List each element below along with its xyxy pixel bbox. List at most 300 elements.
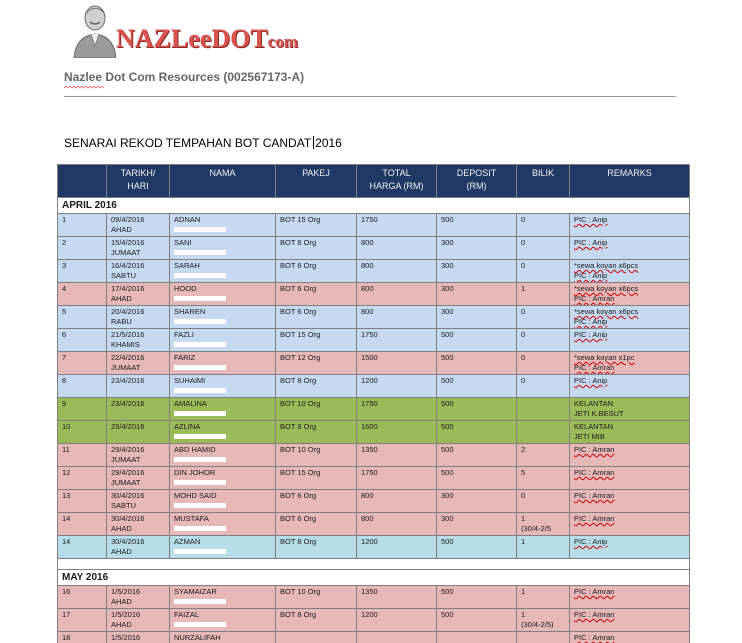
name-value: SHAREN [174,307,206,316]
date-value: 16/4/2016 [111,261,145,270]
brand-wordmark [116,24,298,54]
section-gap [58,559,690,570]
cell-name [170,329,276,352]
cell-remarks [570,536,690,559]
brand-main: NAZLeeDOT [116,24,268,53]
cell-pakej: BOT 6 Org [276,237,357,260]
cell-total: 1200 [357,375,437,398]
remark-line [574,307,685,317]
cell-no: 5 [58,306,107,329]
section-gap-cell [58,559,690,570]
redacted-phone [174,296,226,301]
bilik-value: 0 [521,238,526,247]
table-row [58,513,690,536]
cell-total: 1200 [357,609,437,632]
cell-total: 800 [357,490,437,513]
cell-no: 17 [58,609,107,632]
cell-name [170,444,276,467]
cell-pakej: BOT 8 Org [276,536,357,559]
cell-date [107,306,170,329]
cell-date [107,536,170,559]
date-value: 23/4/2016 [111,399,145,408]
cell-no: 1 [58,214,107,237]
remark-line [574,399,685,409]
redacted-phone [174,319,226,324]
cell-name [170,536,276,559]
name-value: SUHAIMI [174,376,206,385]
cell-bilik [517,421,570,444]
table-row [58,260,690,283]
cell-no: 2 [58,237,107,260]
cell-no: 6 [58,329,107,352]
name-value: AZMAN [174,537,201,546]
date-value: 23/4/2016 [111,376,145,385]
cell-bilik [517,260,570,283]
cell-total: 1600 [357,421,437,444]
cell-no: 13 [58,490,107,513]
remark-line [574,610,685,620]
cell-name [170,513,276,536]
cell-deposit: 500 [437,586,517,609]
cell-date [107,237,170,260]
cell-name [170,260,276,283]
name-value: SYAMAIZAR [174,587,217,596]
cell-remarks [570,260,690,283]
name-value: FARIZ [174,353,196,362]
brand-logo [64,2,304,60]
cell-no: 3 [58,260,107,283]
bilik-value: 1 [521,537,526,546]
name-value: NURZALIFAH [174,633,221,642]
remark-line [574,445,685,455]
table-row [58,352,690,375]
remark-line [574,537,685,547]
bilik-value: 0 [521,307,526,316]
bilik-value: 5 [521,468,526,477]
title-text: SENARAI REKOD TEMPAHAN BOT CANDAT [64,136,312,150]
redacted-phone [174,227,226,232]
remark-line [574,284,685,294]
date-value: 29/4/2016 [111,445,145,454]
cell-remarks [570,421,690,444]
cell-total: 1750 [357,398,437,421]
remark-line [574,238,685,248]
day-value: JUMAAT [111,478,141,487]
bilik-value: 1 [521,610,526,619]
remark-line [574,422,685,432]
name-value: DIN JOHOR [174,468,216,477]
remark-text: PIC : Anip [574,238,608,247]
cell-date [107,375,170,398]
table-row [58,214,690,237]
cell-bilik [517,237,570,260]
cell-deposit: 500 [437,398,517,421]
cell-date [107,421,170,444]
cell-pakej [276,632,357,643]
cell-no: 4 [58,283,107,306]
remark-line [574,363,685,373]
cell-name [170,398,276,421]
remark-line [574,468,685,478]
cell-deposit: 300 [437,260,517,283]
name-value: ABD HAMID [174,445,216,454]
cell-bilik [517,536,570,559]
table-row [58,586,690,609]
redacted-phone [174,599,226,604]
cell-date [107,283,170,306]
section-header-row [58,570,690,586]
cell-deposit: 500 [437,375,517,398]
cell-name [170,421,276,444]
cell-name [170,586,276,609]
cell-date [107,513,170,536]
redacted-phone [174,622,226,627]
cell-name [170,609,276,632]
cell-total: 800 [357,306,437,329]
remark-text: PIC : Amran [574,610,615,619]
day-value: AHAD [111,524,132,533]
cell-date [107,632,170,643]
date-value: 09/4/2016 [111,215,145,224]
redacted-phone [174,480,226,485]
remark-text: PIC : Amran [574,491,615,500]
cell-bilik [517,398,570,421]
date-value: 21/5/2016 [111,330,145,339]
name-value: FAZLI [174,330,195,339]
date-value: 29/4/2016 [111,422,145,431]
cell-pakej: BOT 6 Org [276,260,357,283]
name-value: HOOD [174,284,197,293]
remark-text: *sewa koyan x6pcs [574,261,639,270]
remark-line [574,353,685,363]
section-label: APRIL 2016 [58,198,690,214]
cell-bilik [517,632,570,643]
table-row [58,609,690,632]
date-value: 30/4/2016 [111,514,145,523]
redacted-phone [174,457,226,462]
cell-date [107,329,170,352]
date-value: 1/5/2016 [111,610,141,619]
cell-deposit: 300 [437,283,517,306]
date-value: 20/4/2016 [111,307,145,316]
table-row [58,398,690,421]
cell-remarks [570,352,690,375]
remark-line [574,215,685,225]
cell-pakej: BOT 10 Org [276,398,357,421]
day-value: JUMAAT [111,248,141,257]
cell-name [170,283,276,306]
company-name: Nazlee Dot Com Resources (002567173-A) [64,70,305,84]
cell-date [107,609,170,632]
table-row [58,329,690,352]
cell-bilik [517,444,570,467]
cell-no: 18 [58,632,107,643]
remark-text: JETI MIB [574,432,605,441]
redacted-phone [174,434,226,439]
cell-date [107,586,170,609]
col-header-pakej: PAKEJ [276,165,357,198]
redacted-phone [174,273,226,278]
day-value: JUMAAT [111,455,141,464]
cell-pakej: BOT 15 Org [276,467,357,490]
cell-name [170,467,276,490]
cell-pakej: BOT 10 Org [276,586,357,609]
cell-deposit: 500 [437,444,517,467]
cell-remarks [570,329,690,352]
day-value: RABU [111,317,132,326]
cell-name [170,490,276,513]
day-value: KHAMIS [111,340,140,349]
day-value: AHAD [111,294,132,303]
cell-bilik [517,586,570,609]
day-value: SABTU [111,501,137,510]
bilik-note: (30/4-2/5) [521,620,554,629]
remark-line [574,376,685,386]
table-row [58,237,690,260]
remark-text: PIC : Amran [574,587,615,596]
cell-remarks [570,214,690,237]
remark-text: PIC : Anip [574,271,608,280]
cell-total: 1750 [357,214,437,237]
cell-deposit: 500 [437,467,517,490]
cell-total: 1350 [357,586,437,609]
date-value: 22/4/2016 [111,353,145,362]
spellcheck-squiggle [64,86,104,90]
cell-no: 10 [58,421,107,444]
cell-bilik [517,283,570,306]
cell-remarks [570,444,690,467]
cell-date [107,352,170,375]
table-row [58,467,690,490]
cell-bilik [517,467,570,490]
cell-total: 1750 [357,329,437,352]
table-row [58,421,690,444]
cell-bilik [517,352,570,375]
cell-total: 1350 [357,444,437,467]
bilik-value: 1 [521,587,526,596]
cell-no: 14 [58,513,107,536]
cell-date [107,490,170,513]
cell-bilik [517,490,570,513]
col-header-bilik: BILIK [517,165,570,198]
cell-bilik [517,306,570,329]
cell-bilik [517,609,570,632]
cell-date [107,467,170,490]
cell-pakej: BOT 6 Org [276,283,357,306]
remark-text: PIC : Amran [574,363,615,372]
redacted-phone [174,411,226,416]
table-row [58,375,690,398]
cell-no: 12 [58,467,107,490]
remark-line [574,409,685,419]
cell-remarks [570,237,690,260]
section-label: MAY 2016 [58,570,690,586]
col-header-remarks: REMARKS [570,165,690,198]
day-value: AHAD [111,547,132,556]
cell-remarks [570,398,690,421]
cell-bilik [517,513,570,536]
date-value: 29/4/2016 [111,468,145,477]
cell-no: 9 [58,398,107,421]
day-value: AHAD [111,620,132,629]
title-year: 2016 [315,136,342,150]
cell-pakej: BOT 8 Org [276,609,357,632]
redacted-phone [174,503,226,508]
portrait-icon [72,2,116,58]
redacted-phone [174,549,226,554]
name-value: MUSTAFA [174,514,209,523]
cell-name [170,214,276,237]
table-row [58,283,690,306]
remark-text: PIC : Amran [574,445,615,454]
cell-remarks [570,306,690,329]
cell-name [170,352,276,375]
table-body [58,198,690,643]
redacted-phone [174,342,226,347]
cell-remarks [570,283,690,306]
remark-line [574,633,685,643]
remark-text: PIC : Anip [574,330,608,339]
remark-line [574,317,685,327]
table-row [58,536,690,559]
cell-deposit: 300 [437,237,517,260]
name-value: MOHD SAID [174,491,217,500]
cell-deposit: 500 [437,609,517,632]
col-header-no [58,165,107,198]
col-header-total: TOTAL HARGA (RM) [357,165,437,198]
cell-pakej: BOT 6 Org [276,306,357,329]
cell-name [170,632,276,643]
bilik-value: 0 [521,261,526,270]
brand-suffix: com [267,32,298,51]
date-value: 1/5/2016 [111,633,141,642]
bilik-value: 1 [521,284,526,293]
cell-deposit: 500 [437,421,517,444]
cell-date [107,214,170,237]
cell-no: 16 [58,586,107,609]
name-value: AZLINA [174,422,201,431]
remark-text: PIC : Anip [574,317,608,326]
cell-pakej: BOT 6 Org [276,490,357,513]
remark-text: PIC : Amran [574,514,615,523]
cell-deposit: 300 [437,490,517,513]
bilik-note: (30/4-2/5 [521,524,552,533]
date-value: 17/4/2016 [111,284,145,293]
date-value: 30/4/2016 [111,537,145,546]
cell-pakej: BOT 8 Org [276,375,357,398]
day-value: JUMAAT [111,363,141,372]
bilik-value: 0 [521,376,526,385]
redacted-phone [174,526,226,531]
text-cursor [313,136,314,149]
cell-pakej: BOT 6 Org [276,513,357,536]
cell-pakej: BOT 8 Org [276,421,357,444]
page-title [64,136,342,150]
cell-total: 800 [357,513,437,536]
cell-deposit: 500 [437,352,517,375]
cell-remarks [570,490,690,513]
cell-remarks [570,375,690,398]
bilik-value: 0 [521,330,526,339]
header-rule [64,96,676,97]
remark-text: PIC : Anip [574,376,608,385]
remark-line [574,261,685,271]
cell-bilik [517,329,570,352]
name-value: ADNAN [174,215,201,224]
cell-total: 1750 [357,467,437,490]
cell-deposit [437,632,517,643]
name-value: SANI [174,238,192,247]
cell-name [170,306,276,329]
remark-text: PIC : Amran [574,468,615,477]
remark-line [574,432,685,442]
cell-total: 1200 [357,536,437,559]
table-row [58,632,690,643]
remark-text: JETI K.BESUT [574,409,624,418]
cell-remarks [570,513,690,536]
cell-total: 800 [357,260,437,283]
cell-date [107,260,170,283]
remark-text: *sewa koyan x1pc [574,353,635,362]
cell-bilik [517,214,570,237]
remark-line [574,271,685,281]
bilik-value: 0 [521,215,526,224]
remark-text: KELANTAN [574,399,614,408]
name-value: SARAH [174,261,200,270]
cell-deposit: 300 [437,513,517,536]
cell-date [107,444,170,467]
remark-line [574,514,685,524]
cell-remarks [570,609,690,632]
date-value: 15/4/2016 [111,238,145,247]
remark-text: PIC : Amran [574,633,615,642]
cell-no: 8 [58,375,107,398]
remark-text: PIC : Anip [574,537,608,546]
day-value: AHAD [111,597,132,606]
col-header-tarikh: TARIKH/ HARI [107,165,170,198]
remark-text: PIC : Amran [574,294,615,303]
table-header-row [58,165,690,198]
cell-pakej: BOT 15 Org [276,329,357,352]
table-row [58,444,690,467]
col-header-nama: NAMA [170,165,276,198]
bilik-value: 0 [521,353,526,362]
cell-no: 14 [58,536,107,559]
col-header-deposit: DEPOSIT (RM) [437,165,517,198]
date-value: 30/4/2016 [111,491,145,500]
remark-line [574,294,685,304]
redacted-phone [174,388,226,393]
cell-pakej: BOT 12 Org [276,352,357,375]
remark-text: KELANTAN [574,422,614,431]
cell-pakej: BOT 15 Org [276,214,357,237]
remark-text: PIC : Anip [574,215,608,224]
cell-name [170,237,276,260]
day-value: SABTU [111,271,137,280]
name-value: AMALINA [174,399,207,408]
bilik-value: 0 [521,491,526,500]
table-row [58,490,690,513]
cell-pakej: BOT 10 Org [276,444,357,467]
remark-text: *sewa koyan x6pcs [574,284,639,293]
cell-remarks [570,467,690,490]
cell-total: 800 [357,283,437,306]
bilik-value: 1 [521,514,526,523]
name-value: FAIZAL [174,610,200,619]
remark-line [574,330,685,340]
cell-deposit: 500 [437,214,517,237]
cell-total: 800 [357,237,437,260]
